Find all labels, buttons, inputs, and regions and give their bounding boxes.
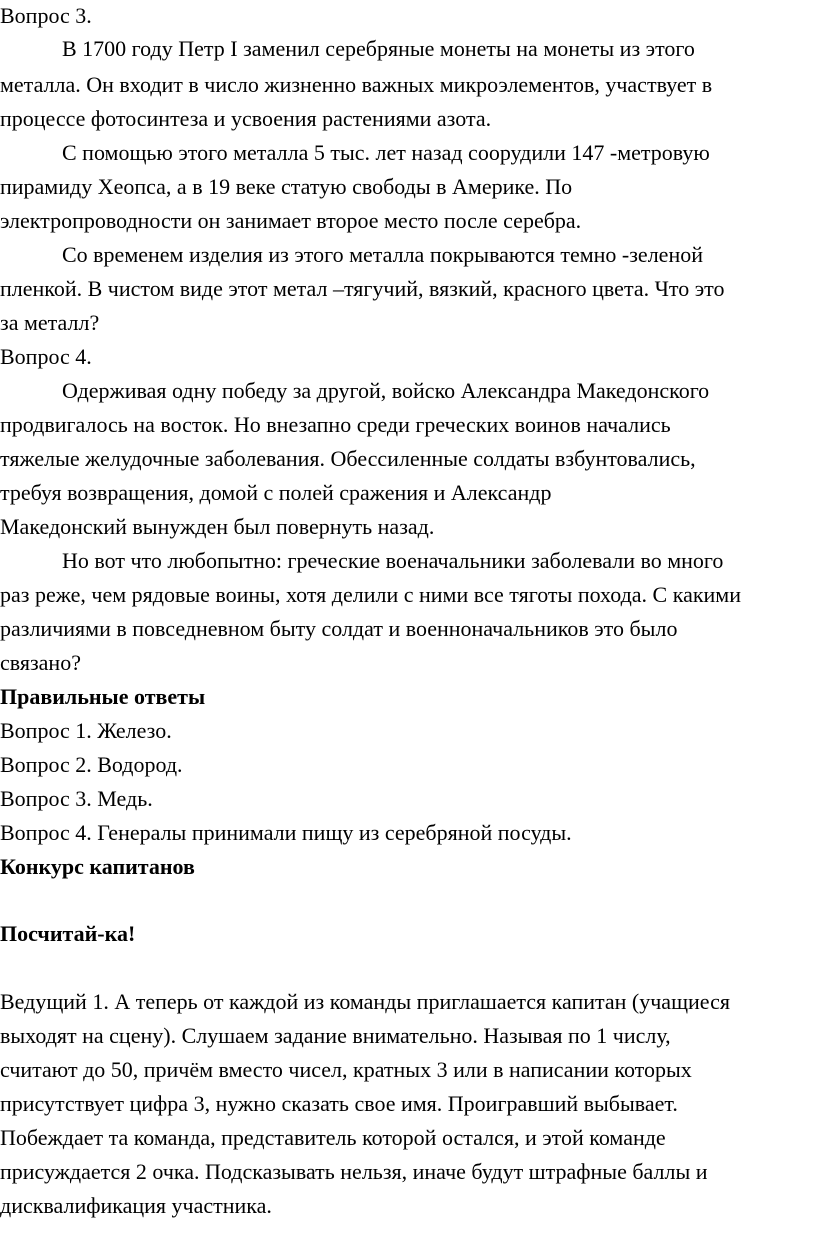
question-4-line: требуя возвращения, домой с полей сражения и Александр xyxy=(0,480,552,505)
question-3-line: за металл? xyxy=(0,310,100,335)
question-3-line: пирамиду Хеопса, а в 19 веке статую свободы в Америке. По xyxy=(0,174,573,199)
captains-line: выходят на сцену). Слушаем задание внимательно. Называя по 1 числу, xyxy=(0,1023,671,1048)
answer-item: Вопрос 4. Генералы принимали пищу из серебряной посуды. xyxy=(0,820,572,845)
captains-line: присутствует цифра 3, нужно сказать свое имя. Проигравший выбывает. xyxy=(0,1091,678,1116)
question-4-line: связано? xyxy=(0,650,81,675)
question-4-line: Одерживая одну победу за другой, войско Александра Македонского xyxy=(62,378,710,403)
captains-heading: Конкурс капитанов xyxy=(0,854,195,879)
question-4-heading: Вопрос 4. xyxy=(0,344,92,369)
answer-item: Вопрос 3. Медь. xyxy=(0,786,153,811)
question-3-line: С помощью этого металла 5 тыс. лет назад соорудили 147 -метровую xyxy=(62,140,710,165)
question-4-line: Но вот что любопытно: греческие военачальники заболевали во много xyxy=(62,548,724,573)
question-3-line: металла. Он входит в число жизненно важных микроэлементов, участвует в xyxy=(0,72,713,97)
captains-line: присуждается 2 очка. Подсказывать нельзя, иначе будут штрафные баллы и xyxy=(0,1159,708,1184)
question-3-heading: Вопрос 3. xyxy=(0,3,92,28)
question-4-line: тяжелые желудочные заболевания. Обессиленные солдаты взбунтовались, xyxy=(0,446,696,471)
captains-line: дисквалификация участника. xyxy=(0,1193,272,1218)
captains-line: считают до 50, причём вместо чисел, кратных 3 или в написании которых xyxy=(0,1057,692,1082)
captains-subheading: Посчитай-ка! xyxy=(0,921,136,946)
captains-line: Побеждает та команда, представитель которой остался, и этой команде xyxy=(0,1125,666,1150)
answer-item: Вопрос 1. Железо. xyxy=(0,718,172,743)
question-3-line: В 1700 году Петр I заменил серебряные монеты на монеты из этого xyxy=(62,36,695,61)
question-3-line: электропроводности он занимает второе место после серебра. xyxy=(0,208,582,233)
question-4-line: раз реже, чем рядовые воины, хотя делили с ними все тяготы похода. С какими xyxy=(0,582,741,607)
captains-line: Ведущий 1. А теперь от каждой из команды приглашается капитан (учащиеся xyxy=(0,989,730,1014)
question-4-line: Македонский вынужден был повернуть назад. xyxy=(0,514,435,539)
question-3-line: процессе фотосинтеза и усвоения растениями азота. xyxy=(0,106,492,131)
question-4-line: продвигалось на восток. Но внезапно среди греческих воинов начались xyxy=(0,412,671,437)
answers-heading: Правильные ответы xyxy=(0,684,206,709)
question-3-line: пленкой. В чистом виде этот метал –тягучий, вязкий, красного цвета. Что это xyxy=(0,276,725,301)
question-3-line: Со временем изделия из этого металла покрываются темно -зеленой xyxy=(62,242,703,267)
question-4-line: различиями в повседневном быту солдат и военноначальников это было xyxy=(0,616,678,641)
answer-item: Вопрос 2. Водород. xyxy=(0,752,183,777)
